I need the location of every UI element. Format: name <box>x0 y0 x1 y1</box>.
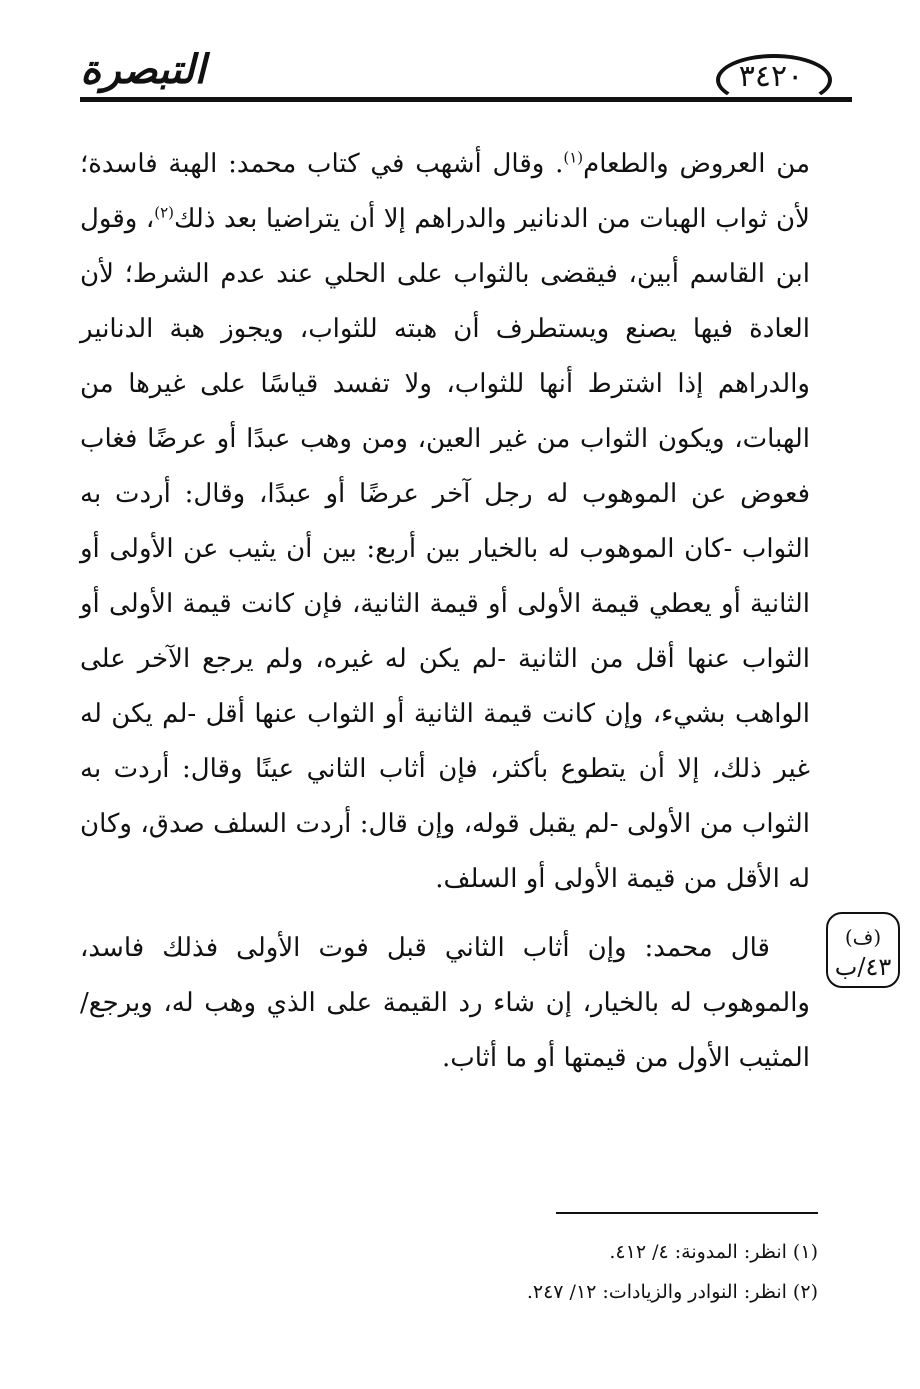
paragraph-1-part-a: من العروض والطعام <box>583 149 810 179</box>
header-rule <box>80 97 852 102</box>
paragraph-1-part-b: . وقال أشهب في كتاب محمد: الهبة فاسدة؛ لأن ثواب الهبات من الدنانير والدراهم إلا أن يتراضيا بعد ذلك <box>80 149 810 234</box>
margin-note-line-2: ٤٣/ب <box>834 953 892 981</box>
footnote-2: (٢) انظر: النوادر والزيادات: ١٢/ ٢٤٧. <box>526 1281 818 1303</box>
footnote-ref-1: (١) <box>563 148 584 167</box>
book-title: التبصرة <box>80 46 206 93</box>
footnotes <box>400 1232 818 1312</box>
paragraph-1 <box>80 137 810 907</box>
footnote-1: (١) انظر: المدونة: ٤/ ٤١٢. <box>609 1241 818 1263</box>
margin-manuscript-note <box>826 912 900 988</box>
paragraph-2: قال محمد: وإن أثاب الثاني قبل فوت الأولى فذلك فاسد، والموهوب له بالخيار، إن شاء رد القيمة على الذي وهب له، ويرجع/ المثيب الأول من قيمتها أو ما أثاب. <box>80 933 810 1073</box>
page-number: ٣٤٢٠ <box>738 59 804 94</box>
margin-note-line-1: (ف) <box>844 925 882 949</box>
paragraph-1-part-c: ، وقول ابن القاسم أبين، فيقضى بالثواب على الحلي عند عدم الشرط؛ لأن العادة فيها يصنع ويستطرف أن هبته للثواب، ويجوز هبة الدنانير والدراهم إذا اشترط أنها للثواب، ولا تفسد قياسًا على غيرها من الهبات، ويكون الثواب من غير العين، ومن وهب عبدًا أو عرضًا فغاب فعوض عن الموهوب له رجل آخر عرضًا أو عبدًا، وقال: أردت به الثواب -كان الموهوب له بالخيار بين أربع: بين أن يثيب عن الأولى أو الثانية أو يعطي قيمة الأولى أو قيمة الثانية، فإن كانت قيمة الأولى أو الثواب عنها أقل من الثانية -لم يكن له غيره، ولم يرجع الآخر على الواهب بشيء، وإن كانت قيمة الثانية أو الثواب عنها أقل -لم يكن له غير ذلك، إلا أن يتطوع بأكثر، فإن أثاب الثاني عينًا وقال: أردت به الثواب من الأولى -لم يقبل قوله، وإن قال: أردت السلف صدق، وكان له الأقل من قيمة الأولى أو السلف. <box>80 204 810 894</box>
footnote-ref-2: (٢) <box>154 203 175 222</box>
main-text <box>80 137 810 1086</box>
footnote-separator <box>556 1212 818 1214</box>
